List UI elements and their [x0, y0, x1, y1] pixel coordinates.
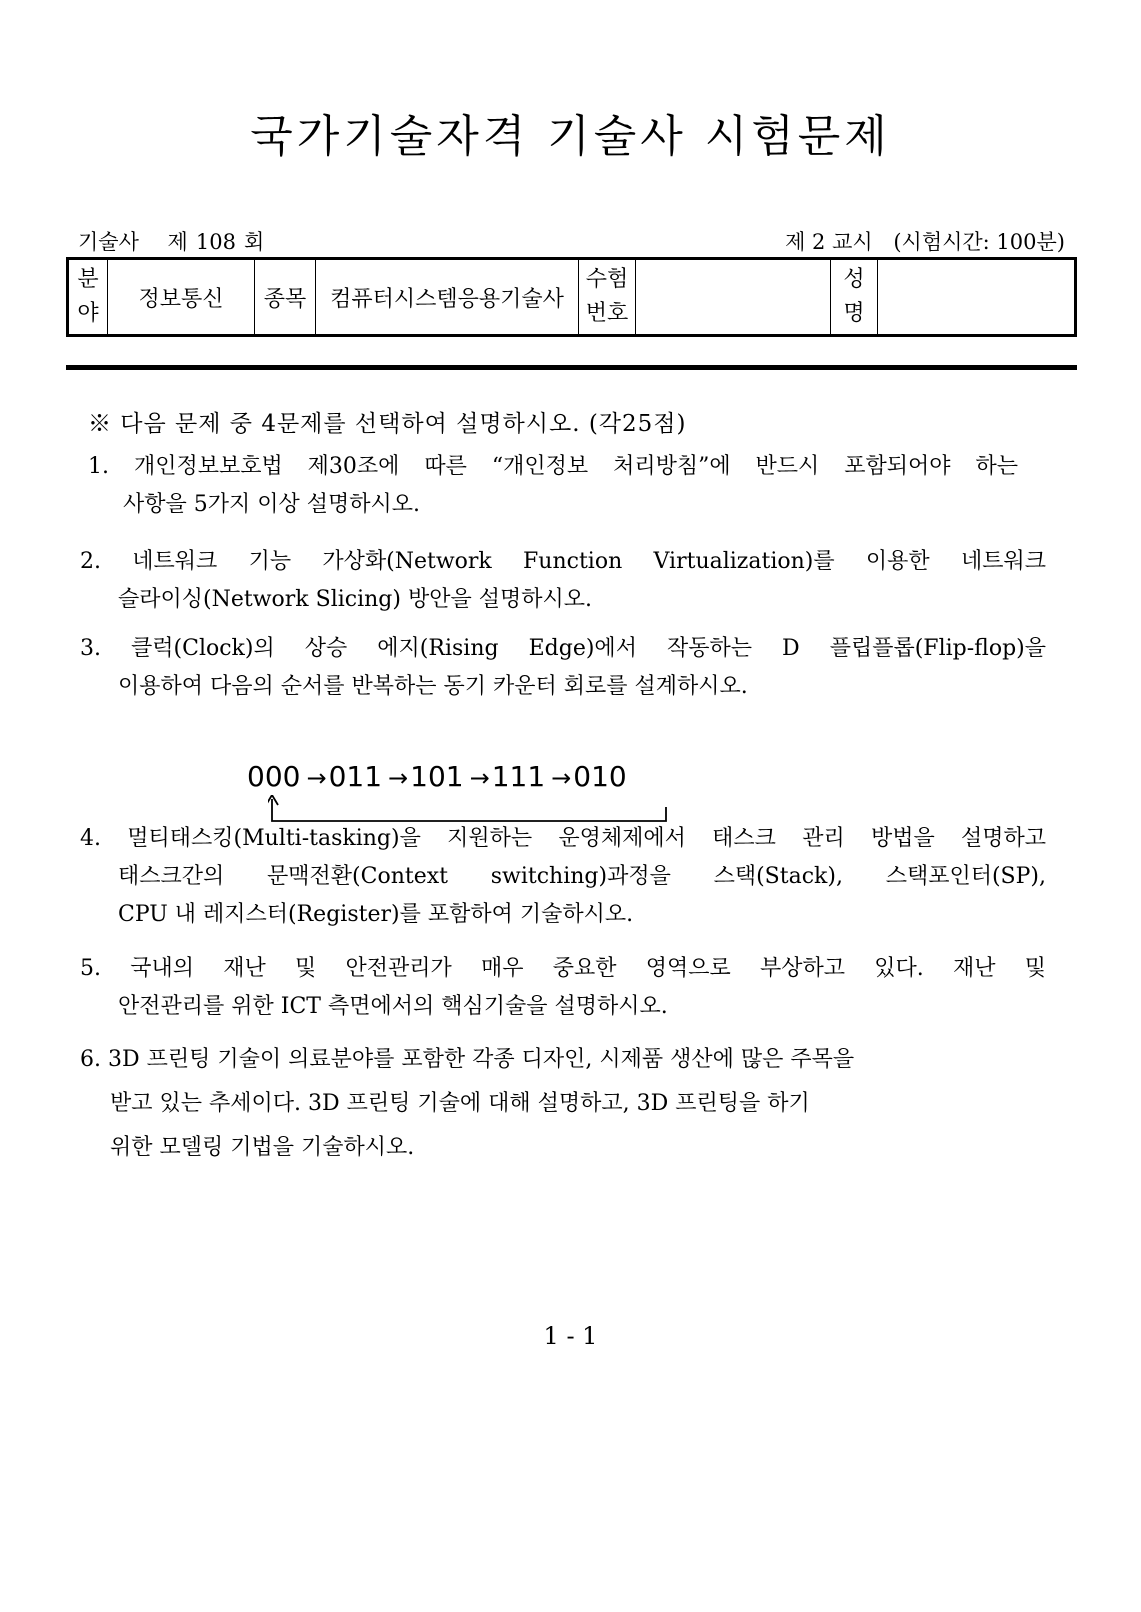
item-label: 종목	[255, 259, 316, 336]
state-000: 000	[247, 760, 301, 793]
exam-round-prefix: 제	[167, 230, 188, 254]
question-3-line-1: 3. 클럭(Clock)의 상승 에지(Rising Edge)에서 작동하는 D 플립플롭(Flip-flop)을	[80, 636, 1046, 661]
question-5-line-1: 5. 국내의 재난 및 안전관리가 매우 중요한 영역으로 부상하고 있다. 재난 및	[80, 956, 1046, 981]
exam-meta-left	[78, 226, 286, 256]
exam-info-table	[66, 257, 1077, 337]
item-value: 컴퓨터시스템응용기술사	[316, 259, 579, 336]
question-6	[80, 1038, 1046, 1170]
exam-no-label-cell	[579, 259, 636, 336]
field-value: 정보통신	[108, 259, 255, 336]
question-4-line-1: 4. 멀티태스킹(Multi-tasking)을 지원하는 운영체제에서 태스크 관리 방법을 설명하고	[80, 826, 1046, 851]
arrow-icon: →	[469, 764, 490, 792]
name-label-1: 성	[843, 267, 865, 292]
question-6-line-3: 위한 모델링 기법을 기술하시오.	[110, 1135, 415, 1160]
name-label-2: 명	[843, 301, 865, 326]
question-1-line-2: 사항을 5가지 이상 설명하시오.	[123, 492, 420, 517]
field-label-2: 야	[77, 301, 99, 326]
state-010: 010	[573, 760, 627, 793]
arrow-icon: →	[551, 764, 572, 792]
field-label-1: 분	[77, 267, 99, 292]
exam-round-suffix: 회	[243, 230, 265, 254]
instruction: ※ 다음 문제 중 4문제를 선택하여 설명하시오. (각25점)	[88, 411, 687, 437]
question-3	[80, 630, 1046, 706]
exam-no-label-1: 수험	[585, 267, 629, 292]
question-6-line-2: 받고 있는 추세이다. 3D 프린팅 기술에 대해 설명하고, 3D 프린팅을 하기	[110, 1091, 810, 1116]
arrow-icon: →	[306, 764, 327, 792]
question-1	[88, 448, 1018, 524]
page-title: 국가기술자격 기술사 시험문제	[250, 111, 891, 162]
exam-round: 108	[195, 230, 236, 254]
question-3-line-2: 이용하여 다음의 순서를 반복하는 동기 카운터 회로를 설계하시오.	[118, 674, 748, 699]
exam-category: 기술사	[78, 230, 139, 254]
exam-no-value[interactable]	[636, 259, 831, 336]
exam-meta-right	[771, 226, 1065, 256]
name-value[interactable]	[878, 259, 1076, 336]
question-4	[80, 820, 1046, 934]
question-6-line-1: 6. 3D 프린팅 기술이 의료분야를 포함한 각종 디자인, 시제품 생산에 많은 주목을	[80, 1047, 855, 1072]
question-1-line-1: 1. 개인정보보호법 제30조에 따른 “개인정보 처리방침”에 반드시 포함되어야 하는	[88, 454, 1018, 479]
arrow-icon: →	[388, 764, 409, 792]
question-5	[80, 950, 1046, 1026]
name-label-cell	[831, 259, 878, 336]
field-label-cell	[68, 259, 108, 336]
question-2-line-1: 2. 네트워크 기능 가상화(Network Function Virtualization)를 이용한 네트워크	[80, 549, 1046, 574]
question-2	[80, 543, 1046, 619]
question-5-line-2: 안전관리를 위한 ICT 측면에서의 핵심기술을 설명하시오.	[118, 994, 668, 1019]
question-4-line-3: CPU 내 레지스터(Register)를 포함하여 기술하시오.	[118, 902, 634, 927]
question-4-line-2: 태스크간의 문맥전환(Context switching)과정을 스택(Stack), 스택포인터(SP),	[118, 864, 1046, 889]
exam-no-label-2: 번호	[585, 301, 629, 326]
counter-sequence	[247, 760, 629, 793]
page-number: 1 - 1	[543, 1322, 598, 1350]
exam-period: 제 2 교시	[785, 230, 873, 254]
state-111: 111	[491, 760, 546, 793]
state-101: 101	[410, 760, 464, 793]
divider	[66, 365, 1077, 370]
state-011: 011	[328, 760, 383, 793]
exam-time: (시험시간: 100분)	[893, 230, 1065, 254]
question-2-line-2: 슬라이싱(Network Slicing) 방안을 설명하시오.	[118, 587, 592, 612]
